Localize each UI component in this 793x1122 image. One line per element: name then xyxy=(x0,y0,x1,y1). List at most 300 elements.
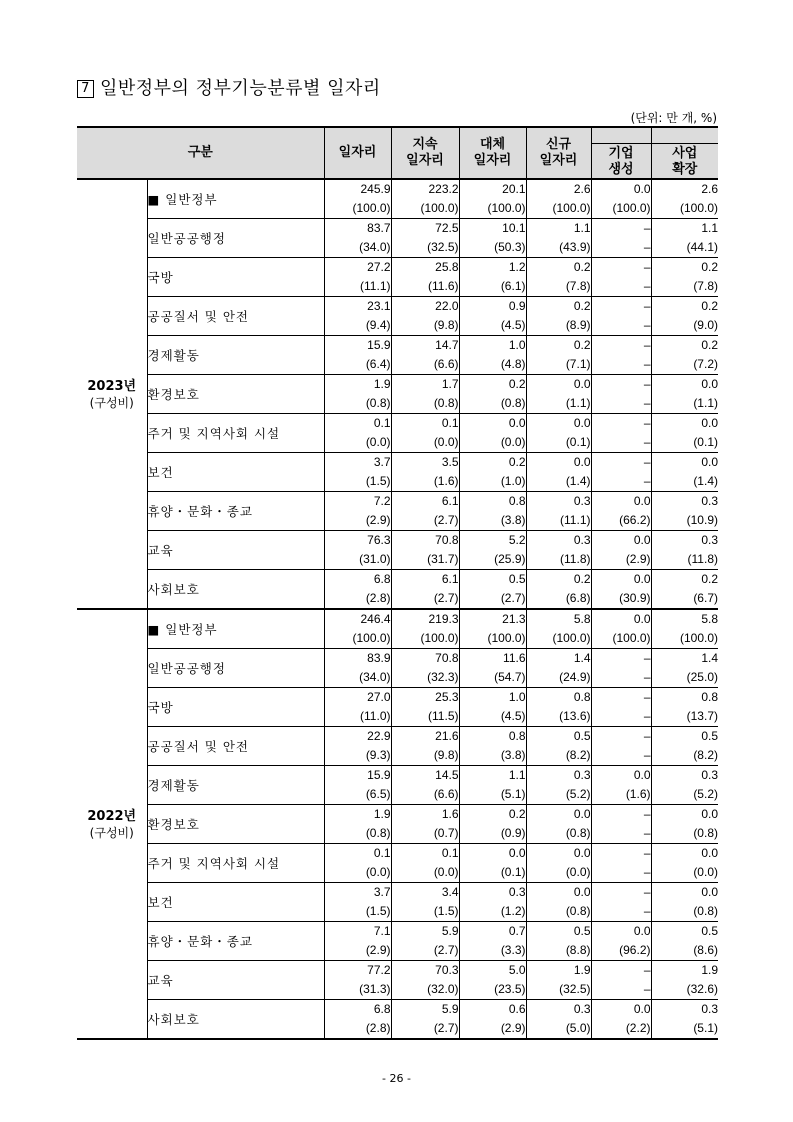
percent-cell: (3.8) xyxy=(459,746,526,766)
value-cell: 0.0 xyxy=(591,609,651,629)
value-cell: – xyxy=(591,336,651,356)
value-cell: 0.5 xyxy=(526,727,591,747)
percent-cell: (1.2) xyxy=(459,902,526,922)
value-cell: 1.9 xyxy=(651,961,718,981)
category-label: 보건 xyxy=(147,883,324,922)
percent-cell: (100.0) xyxy=(391,199,459,219)
percent-cell: (1.5) xyxy=(391,902,459,922)
table-body xyxy=(77,179,718,1039)
percent-cell: (5.2) xyxy=(651,785,718,805)
value-cell: 14.7 xyxy=(391,336,459,356)
value-cell: 72.5 xyxy=(391,219,459,239)
table-row xyxy=(77,961,718,981)
table-row xyxy=(77,883,718,903)
value-cell: 0.3 xyxy=(651,1000,718,1020)
value-cell: 0.0 xyxy=(651,805,718,825)
value-cell: 7.1 xyxy=(324,922,391,942)
value-cell: 2.6 xyxy=(651,179,718,199)
table-row xyxy=(77,1000,718,1020)
value-cell: 219.3 xyxy=(391,609,459,629)
value-cell: 0.7 xyxy=(459,922,526,942)
value-cell: 0.3 xyxy=(651,531,718,551)
table-row xyxy=(77,766,718,786)
year-cell xyxy=(77,609,147,1039)
table-row xyxy=(77,297,718,317)
percent-cell: (54.7) xyxy=(459,668,526,688)
percent-cell: – xyxy=(591,902,651,922)
header-enterprise: 기업 생성 xyxy=(591,127,651,179)
percent-cell: (6.8) xyxy=(526,589,591,609)
value-cell: – xyxy=(591,883,651,903)
percent-cell: (1.4) xyxy=(651,472,718,492)
percent-cell: – xyxy=(591,863,651,883)
percent-cell: (0.8) xyxy=(324,824,391,844)
percent-cell: (9.0) xyxy=(651,316,718,336)
category-label: 일반공공행정 xyxy=(147,649,324,688)
value-cell: 25.8 xyxy=(391,258,459,278)
percent-cell: (100.0) xyxy=(651,629,718,649)
value-cell: 0.0 xyxy=(591,570,651,590)
percent-cell: (34.0) xyxy=(324,668,391,688)
percent-cell: – xyxy=(591,355,651,375)
percent-cell: (2.7) xyxy=(391,511,459,531)
value-cell: – xyxy=(591,688,651,708)
section-title-text: 일반정부의 정부기능분류별 일자리 xyxy=(100,78,381,99)
percent-cell: (31.3) xyxy=(324,980,391,1000)
value-cell: 20.1 xyxy=(459,179,526,199)
percent-cell: (1.5) xyxy=(324,902,391,922)
value-cell: 5.9 xyxy=(391,1000,459,1020)
percent-cell: (32.6) xyxy=(651,980,718,1000)
percent-cell: (11.8) xyxy=(526,550,591,570)
percent-cell: (1.1) xyxy=(651,394,718,414)
value-cell: 0.3 xyxy=(459,883,526,903)
value-cell: 0.0 xyxy=(526,453,591,473)
value-cell: 0.6 xyxy=(459,1000,526,1020)
percent-cell: (30.9) xyxy=(591,589,651,609)
value-cell: 6.8 xyxy=(324,1000,391,1020)
percent-cell: (25.0) xyxy=(651,668,718,688)
value-cell: 70.3 xyxy=(391,961,459,981)
percent-cell: (100.0) xyxy=(391,629,459,649)
year-sub-label: (구성비) xyxy=(89,825,134,840)
value-cell: 0.0 xyxy=(651,844,718,864)
value-cell: 0.1 xyxy=(391,844,459,864)
percent-cell: – xyxy=(591,668,651,688)
percent-cell: (100.0) xyxy=(651,199,718,219)
percent-cell: (100.0) xyxy=(459,629,526,649)
value-cell: 0.1 xyxy=(391,414,459,434)
percent-cell: (44.1) xyxy=(651,238,718,258)
category-label: 환경보호 xyxy=(147,375,324,414)
percent-cell: (1.4) xyxy=(526,472,591,492)
category-label: 주거 및 지역사회 시설 xyxy=(147,414,324,453)
percent-cell: (31.0) xyxy=(324,550,391,570)
value-cell: 1.9 xyxy=(526,961,591,981)
percent-cell: (0.0) xyxy=(459,433,526,453)
percent-cell: (0.8) xyxy=(391,394,459,414)
percent-cell: (0.0) xyxy=(391,433,459,453)
category-label: 교육 xyxy=(147,531,324,570)
value-cell: – xyxy=(591,649,651,669)
value-cell: 0.8 xyxy=(651,688,718,708)
percent-cell: (0.7) xyxy=(391,824,459,844)
percent-cell: (32.3) xyxy=(391,668,459,688)
percent-cell: (0.8) xyxy=(324,394,391,414)
percent-cell: (1.6) xyxy=(391,472,459,492)
value-cell: 0.0 xyxy=(651,883,718,903)
value-cell: 27.0 xyxy=(324,688,391,708)
percent-cell: (31.7) xyxy=(391,550,459,570)
percent-cell: – xyxy=(591,316,651,336)
value-cell: 1.2 xyxy=(459,258,526,278)
percent-cell: (9.8) xyxy=(391,746,459,766)
value-cell: 5.8 xyxy=(526,609,591,629)
value-cell: 0.0 xyxy=(591,766,651,786)
header-replacement: 대체 일자리 xyxy=(459,127,526,179)
category-label: 환경보호 xyxy=(147,805,324,844)
percent-cell: (2.8) xyxy=(324,1019,391,1039)
percent-cell: (100.0) xyxy=(591,199,651,219)
table-row xyxy=(77,727,718,747)
percent-cell: – xyxy=(591,238,651,258)
value-cell: 0.0 xyxy=(651,414,718,434)
value-cell: 0.1 xyxy=(324,844,391,864)
table-row xyxy=(77,179,718,199)
percent-cell: (32.5) xyxy=(526,980,591,1000)
value-cell: 0.5 xyxy=(651,727,718,747)
percent-cell: (32.0) xyxy=(391,980,459,1000)
value-cell: 0.0 xyxy=(526,805,591,825)
category-label: 사회보호 xyxy=(147,1000,324,1040)
percent-cell: (6.6) xyxy=(391,785,459,805)
percent-cell: (8.2) xyxy=(651,746,718,766)
year-cell xyxy=(77,179,147,609)
percent-cell: (2.9) xyxy=(324,941,391,961)
value-cell: – xyxy=(591,219,651,239)
value-cell: 1.0 xyxy=(459,688,526,708)
value-cell: – xyxy=(591,297,651,317)
value-cell: 0.0 xyxy=(651,453,718,473)
percent-cell: (9.8) xyxy=(391,316,459,336)
value-cell: 14.5 xyxy=(391,766,459,786)
value-cell: 6.1 xyxy=(391,492,459,512)
table-row xyxy=(77,688,718,708)
category-label: 휴양・문화・종교 xyxy=(147,922,324,961)
value-cell: 0.0 xyxy=(526,883,591,903)
percent-cell: (5.1) xyxy=(651,1019,718,1039)
percent-cell: (9.4) xyxy=(324,316,391,336)
value-cell: – xyxy=(591,414,651,434)
value-cell: 6.8 xyxy=(324,570,391,590)
value-cell: 3.5 xyxy=(391,453,459,473)
percent-cell: (25.9) xyxy=(459,550,526,570)
value-cell: 22.9 xyxy=(324,727,391,747)
category-label: 사회보호 xyxy=(147,570,324,610)
percent-cell: – xyxy=(591,394,651,414)
percent-cell: (7.2) xyxy=(651,355,718,375)
percent-cell: (3.3) xyxy=(459,941,526,961)
value-cell: 0.3 xyxy=(526,492,591,512)
table-row xyxy=(77,531,718,551)
year-label: 2022년 xyxy=(87,808,137,824)
percent-cell: – xyxy=(591,277,651,297)
percent-cell: (5.2) xyxy=(526,785,591,805)
value-cell: 3.7 xyxy=(324,883,391,903)
value-cell: 0.5 xyxy=(459,570,526,590)
value-cell: 0.2 xyxy=(459,805,526,825)
value-cell: 10.1 xyxy=(459,219,526,239)
value-cell: 21.6 xyxy=(391,727,459,747)
value-cell: 2.6 xyxy=(526,179,591,199)
value-cell: 0.2 xyxy=(651,570,718,590)
percent-cell: (100.0) xyxy=(591,629,651,649)
percent-cell: (9.3) xyxy=(324,746,391,766)
table-row xyxy=(77,844,718,864)
percent-cell: (0.8) xyxy=(459,394,526,414)
percent-cell: (0.8) xyxy=(651,902,718,922)
table-row xyxy=(77,492,718,512)
value-cell: 0.0 xyxy=(591,1000,651,1020)
percent-cell: (0.0) xyxy=(526,863,591,883)
value-cell: 0.2 xyxy=(459,375,526,395)
value-cell: 1.0 xyxy=(459,336,526,356)
value-cell: 27.2 xyxy=(324,258,391,278)
value-cell: 22.0 xyxy=(391,297,459,317)
percent-cell: (6.4) xyxy=(324,355,391,375)
percent-cell: (32.5) xyxy=(391,238,459,258)
category-label: 보건 xyxy=(147,453,324,492)
percent-cell: (4.5) xyxy=(459,707,526,727)
value-cell: – xyxy=(591,961,651,981)
value-cell: 0.8 xyxy=(459,727,526,747)
percent-cell: (11.0) xyxy=(324,707,391,727)
category-label: 휴양・문화・종교 xyxy=(147,492,324,531)
percent-cell: (43.9) xyxy=(526,238,591,258)
percent-cell: (7.8) xyxy=(651,277,718,297)
percent-cell: (100.0) xyxy=(526,199,591,219)
percent-cell: (0.0) xyxy=(324,863,391,883)
percent-cell: (2.7) xyxy=(459,589,526,609)
value-cell: 0.8 xyxy=(459,492,526,512)
value-cell: 0.0 xyxy=(526,375,591,395)
value-cell: – xyxy=(591,727,651,747)
value-cell: 0.5 xyxy=(526,922,591,942)
category-label: 공공질서 및 안전 xyxy=(147,727,324,766)
value-cell: 0.1 xyxy=(324,414,391,434)
value-cell: 6.1 xyxy=(391,570,459,590)
value-cell: 246.4 xyxy=(324,609,391,629)
table-row xyxy=(77,219,718,239)
value-cell: 5.2 xyxy=(459,531,526,551)
percent-cell: (2.8) xyxy=(324,589,391,609)
value-cell: 0.3 xyxy=(651,492,718,512)
table-row xyxy=(77,453,718,473)
value-cell: 0.0 xyxy=(591,531,651,551)
percent-cell: – xyxy=(591,472,651,492)
percent-cell: (2.2) xyxy=(591,1019,651,1039)
percent-cell: (11.1) xyxy=(324,277,391,297)
category-label: ■ 일반정부 xyxy=(147,179,324,219)
percent-cell: (0.0) xyxy=(651,863,718,883)
value-cell: 25.3 xyxy=(391,688,459,708)
percent-cell: (0.8) xyxy=(651,824,718,844)
percent-cell: (11.6) xyxy=(391,277,459,297)
percent-cell: (8.9) xyxy=(526,316,591,336)
percent-cell: (6.5) xyxy=(324,785,391,805)
table-row xyxy=(77,649,718,669)
value-cell: 0.2 xyxy=(651,297,718,317)
percent-cell: – xyxy=(591,433,651,453)
percent-cell: (1.5) xyxy=(324,472,391,492)
table-row xyxy=(77,609,718,629)
table-row xyxy=(77,922,718,942)
percent-cell: (10.9) xyxy=(651,511,718,531)
value-cell: 0.0 xyxy=(651,375,718,395)
percent-cell: (0.0) xyxy=(391,863,459,883)
value-cell: 0.2 xyxy=(651,258,718,278)
value-cell: 3.7 xyxy=(324,453,391,473)
value-cell: 1.1 xyxy=(459,766,526,786)
category-label: 국방 xyxy=(147,688,324,727)
value-cell: – xyxy=(591,375,651,395)
category-label: 경제활동 xyxy=(147,766,324,805)
percent-cell: (11.5) xyxy=(391,707,459,727)
value-cell: 83.9 xyxy=(324,649,391,669)
percent-cell: (4.8) xyxy=(459,355,526,375)
percent-cell: (0.9) xyxy=(459,824,526,844)
year-label: 2023년 xyxy=(87,378,137,394)
value-cell: 3.4 xyxy=(391,883,459,903)
category-label: 교육 xyxy=(147,961,324,1000)
value-cell: 0.2 xyxy=(526,258,591,278)
percent-cell: (6.1) xyxy=(459,277,526,297)
percent-cell: (2.9) xyxy=(591,550,651,570)
percent-cell: (0.1) xyxy=(651,433,718,453)
table-row xyxy=(77,336,718,356)
percent-cell: (7.8) xyxy=(526,277,591,297)
value-cell: 11.6 xyxy=(459,649,526,669)
value-cell: 0.0 xyxy=(526,414,591,434)
header-gubun: 구분 xyxy=(77,127,324,179)
category-label: 국방 xyxy=(147,258,324,297)
value-cell: 0.2 xyxy=(526,570,591,590)
value-cell: 0.2 xyxy=(526,336,591,356)
percent-cell: – xyxy=(591,746,651,766)
percent-cell: (0.0) xyxy=(324,433,391,453)
value-cell: – xyxy=(591,844,651,864)
value-cell: 5.0 xyxy=(459,961,526,981)
value-cell: 0.2 xyxy=(459,453,526,473)
value-cell: 0.5 xyxy=(651,922,718,942)
table-row xyxy=(77,414,718,434)
percent-cell: – xyxy=(591,824,651,844)
value-cell: 1.1 xyxy=(651,219,718,239)
value-cell: 1.7 xyxy=(391,375,459,395)
percent-cell: (8.6) xyxy=(651,941,718,961)
value-cell: 0.3 xyxy=(526,766,591,786)
percent-cell: (100.0) xyxy=(324,629,391,649)
value-cell: 1.4 xyxy=(651,649,718,669)
category-label: 일반공공행정 xyxy=(147,219,324,258)
value-cell: 77.2 xyxy=(324,961,391,981)
percent-cell: (2.9) xyxy=(324,511,391,531)
percent-cell: (6.6) xyxy=(391,355,459,375)
value-cell: 70.8 xyxy=(391,531,459,551)
value-cell: – xyxy=(591,453,651,473)
percent-cell: (23.5) xyxy=(459,980,526,1000)
value-cell: 70.8 xyxy=(391,649,459,669)
percent-cell: (50.3) xyxy=(459,238,526,258)
value-cell: 0.3 xyxy=(526,531,591,551)
page-number: - 26 - xyxy=(382,1072,411,1085)
percent-cell: (66.2) xyxy=(591,511,651,531)
percent-cell: (100.0) xyxy=(526,629,591,649)
category-label: 경제활동 xyxy=(147,336,324,375)
percent-cell: (2.7) xyxy=(391,1019,459,1039)
header-continuing: 지속 일자리 xyxy=(391,127,459,179)
percent-cell: (13.7) xyxy=(651,707,718,727)
value-cell: 0.0 xyxy=(591,922,651,942)
percent-cell: (34.0) xyxy=(324,238,391,258)
percent-cell: (8.8) xyxy=(526,941,591,961)
percent-cell: (4.5) xyxy=(459,316,526,336)
header-jobs: 일자리 xyxy=(324,127,391,179)
value-cell: 1.1 xyxy=(526,219,591,239)
category-label: 공공질서 및 안전 xyxy=(147,297,324,336)
value-cell: 0.0 xyxy=(591,179,651,199)
percent-cell: (3.8) xyxy=(459,511,526,531)
value-cell: 76.3 xyxy=(324,531,391,551)
value-cell: 0.0 xyxy=(459,414,526,434)
header-new: 신규 일자리 xyxy=(526,127,591,179)
value-cell: 83.7 xyxy=(324,219,391,239)
percent-cell: (1.6) xyxy=(591,785,651,805)
percent-cell: (5.0) xyxy=(526,1019,591,1039)
value-cell: 0.2 xyxy=(651,336,718,356)
percent-cell: (1.1) xyxy=(526,394,591,414)
section-title xyxy=(77,74,381,100)
header-expansion: 사업 확장 xyxy=(651,127,718,179)
value-cell: 1.9 xyxy=(324,375,391,395)
value-cell: – xyxy=(591,805,651,825)
table-row xyxy=(77,805,718,825)
value-cell: 1.9 xyxy=(324,805,391,825)
value-cell: 0.0 xyxy=(526,844,591,864)
percent-cell: (2.9) xyxy=(459,1019,526,1039)
percent-cell: (1.0) xyxy=(459,472,526,492)
table-row xyxy=(77,375,718,395)
value-cell: 1.6 xyxy=(391,805,459,825)
category-label: 주거 및 지역사회 시설 xyxy=(147,844,324,883)
percent-cell: (13.6) xyxy=(526,707,591,727)
value-cell: 15.9 xyxy=(324,336,391,356)
percent-cell: (8.2) xyxy=(526,746,591,766)
percent-cell: (2.7) xyxy=(391,589,459,609)
value-cell: 0.3 xyxy=(526,1000,591,1020)
percent-cell: (0.1) xyxy=(526,433,591,453)
value-cell: 0.0 xyxy=(591,492,651,512)
percent-cell: (24.9) xyxy=(526,668,591,688)
value-cell: 223.2 xyxy=(391,179,459,199)
percent-cell: (0.8) xyxy=(526,824,591,844)
percent-cell: (5.1) xyxy=(459,785,526,805)
percent-cell: – xyxy=(591,707,651,727)
percent-cell: – xyxy=(591,980,651,1000)
value-cell: 0.8 xyxy=(526,688,591,708)
year-sub-label: (구성비) xyxy=(89,395,134,410)
value-cell: 0.2 xyxy=(526,297,591,317)
